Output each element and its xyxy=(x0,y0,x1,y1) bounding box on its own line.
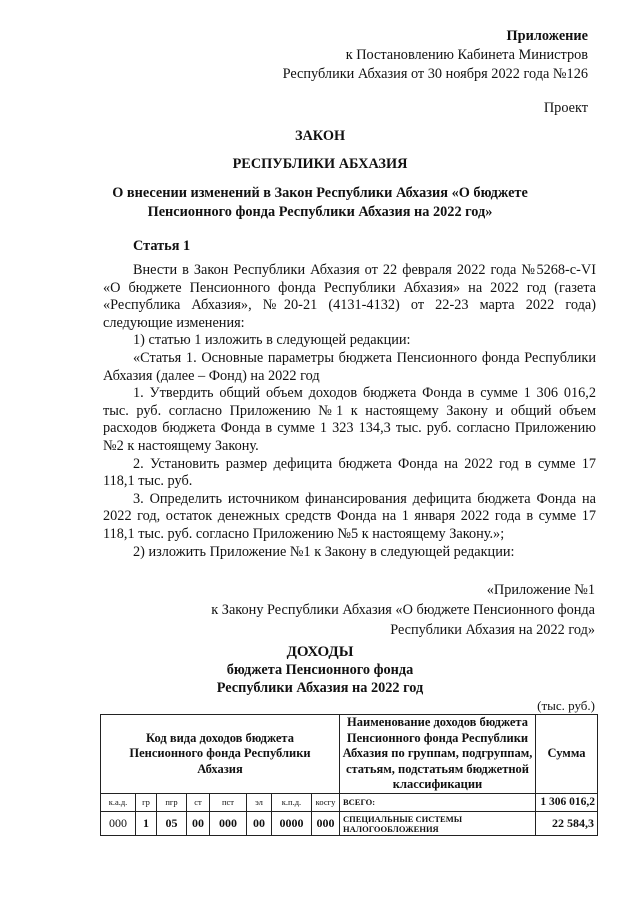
units-label: (тыс. руб.) xyxy=(537,698,595,713)
income-subtitle-2: Республики Абхазия на 2022 год xyxy=(216,680,424,696)
appendix-reference xyxy=(211,582,595,642)
code-pst: 000 xyxy=(210,812,247,836)
subheader-el: эл xyxy=(247,793,272,812)
subheader-kpd: к.п.д. xyxy=(272,793,312,812)
code-gr: 1 xyxy=(136,812,157,836)
header-line-3: Республики Абхазия от 30 ноября 2022 года №126 xyxy=(282,66,588,82)
law-title: ЗАКОН xyxy=(294,128,346,144)
article-body xyxy=(103,262,596,561)
subheader-kad: к.а.д. xyxy=(101,793,136,812)
paragraph: 1. Утвердить общий объем доходов бюджета Фонда в сумме 1 306 016,2 тыс. руб. согласно Приложению №1 к настоящему Закону и общий объем расходов бюджета Фонда в сумме 1 323 134,3 тыс. руб. согласно Приложению №2 к настоящему Закону. xyxy=(103,385,596,454)
income-title: ДОХОДЫ xyxy=(286,644,354,660)
code-column-header: Код вида доходов бюджета Пенсионного фонда Республики Абхазия xyxy=(101,715,340,794)
code-kad: 000 xyxy=(101,812,136,836)
subheader-st: ст xyxy=(187,793,210,812)
law-heading-line-2: Пенсионного фонда Республики Абхазия на 2022 год» xyxy=(147,204,493,220)
code-st: 00 xyxy=(187,812,210,836)
paragraph: 2. Установить размер дефицита бюджета Фонда на 2022 год в сумме 17 118,1 тыс. руб. xyxy=(103,455,596,490)
document-header xyxy=(283,28,588,85)
header-line-2: к Постановлению Кабинета Министров xyxy=(345,47,588,63)
table-row xyxy=(101,812,598,836)
subheader-kosgu: косгу xyxy=(312,793,340,812)
appendix-line-3: Республики Абхазия на 2022 год» xyxy=(390,622,595,638)
sum-column-header: Сумма xyxy=(536,715,598,794)
income-table xyxy=(100,714,598,836)
law-subtitle: РЕСПУБЛИКИ АБХАЗИЯ xyxy=(232,156,408,172)
code-kosgu: 000 xyxy=(312,812,340,836)
appendix-line-2: к Закону Республики Абхазия «О бюджете Пенсионного фонда xyxy=(211,602,595,618)
total-value: 1 306 016,2 xyxy=(536,793,598,812)
name-column-header: Наименование доходов бюджета Пенсионного фонда Республики Абхазия по группам, подгруппам, статьям, подстатьям бюджетной классификации xyxy=(340,715,536,794)
paragraph: Внести в Закон Республики Абхазия от 22 февраля 2022 года №5268-с-VI «О бюджете Пенсионного фонда Республики Абхазия» на 2022 год (газета «Республика Абхазия», №20-21 (4131-4132) от 22-23 марта 2022 года) следующие изменения: xyxy=(103,262,596,331)
subheader-pgr: пгр xyxy=(157,793,187,812)
paragraph: 3. Определить источником финансирования дефицита бюджета Фонда на 2022 год, остаток денежных средств Фонда на 1 января 2022 года в сумме 17 118,1 тыс. руб. согласно Приложению №5 к настоящему Закону.»; xyxy=(103,490,596,542)
project-label: Проект xyxy=(543,100,588,116)
row-name: СПЕЦИАЛЬНЫЕ СИСТЕМЫ НАЛОГООБЛОЖЕНИЯ xyxy=(340,812,536,836)
code-kpd: 0000 xyxy=(272,812,312,836)
paragraph: «Статья 1. Основные параметры бюджета Пенсионного фонда Республики Абхазия (далее – Фонд) на 2022 год xyxy=(103,349,596,384)
article-title: Статья 1 xyxy=(133,238,191,254)
header-appendix-title: Приложение xyxy=(506,28,588,44)
row-sum: 22 584,3 xyxy=(536,812,598,836)
code-pgr: 05 xyxy=(157,812,187,836)
appendix-line-1: «Приложение №1 xyxy=(486,582,595,598)
code-el: 00 xyxy=(247,812,272,836)
law-heading-line-1: О внесении изменений в Закон Республики Абхазия «О бюджете xyxy=(112,185,528,201)
paragraph: 2) изложить Приложение №1 к Закону в следующей редакции: xyxy=(133,543,515,560)
subheader-gr: гр xyxy=(136,793,157,812)
income-subtitle-1: бюджета Пенсионного фонда xyxy=(226,662,414,678)
total-label: ВСЕГО: xyxy=(340,793,536,812)
subheader-pst: пст xyxy=(210,793,247,812)
paragraph: 1) статью 1 изложить в следующей редакции: xyxy=(133,332,411,349)
